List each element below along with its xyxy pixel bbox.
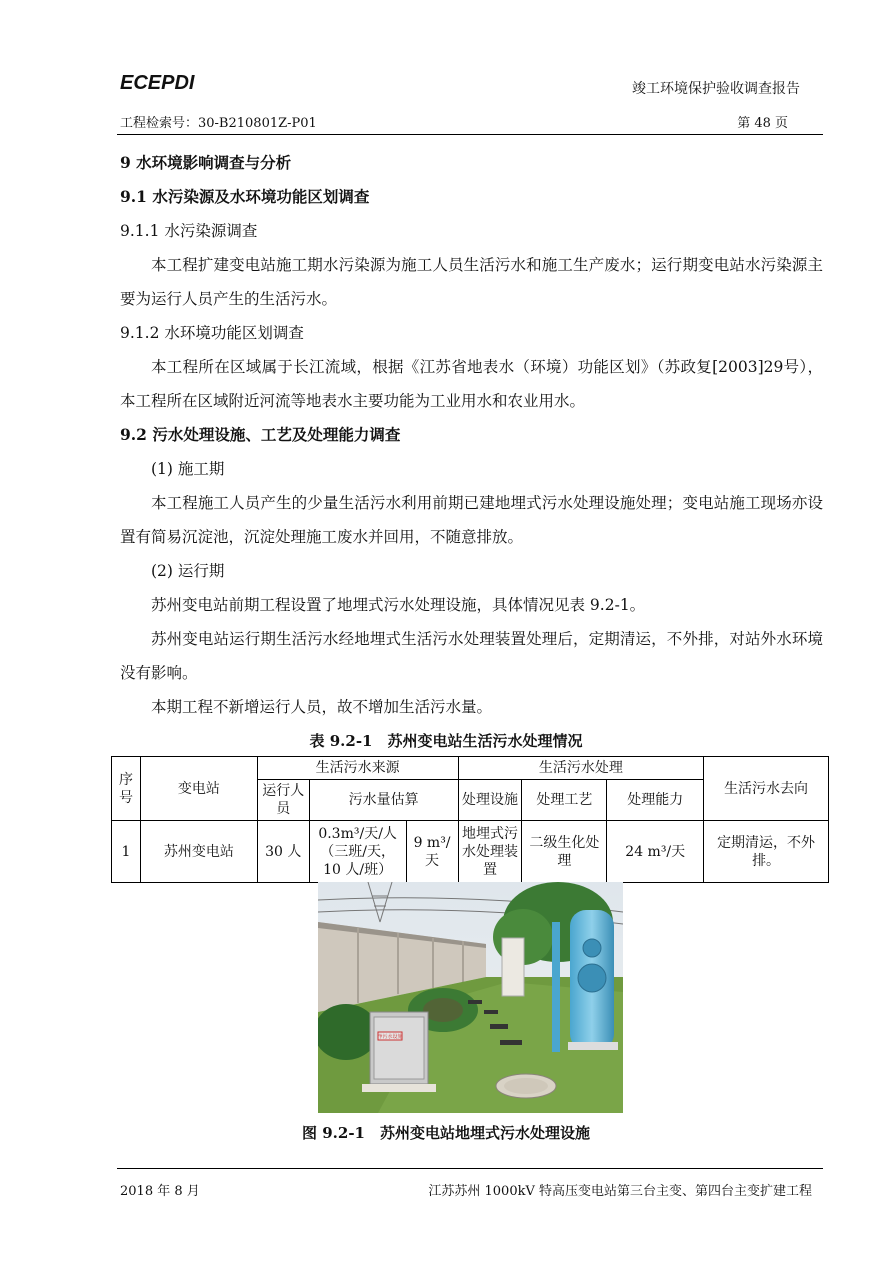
cell-total: 9 m³/天 [406, 821, 458, 883]
heading-9: 9 水环境影响调查与分析 [120, 153, 292, 172]
table-caption: 表 9.2-1 苏州变电站生活污水处理情况 [309, 732, 583, 750]
paragraph: 本工程扩建变电站施工期水污染源为施工人员生活污水和施工生产废水；运行期变电站水污染源主要为运行人员产生的生活污水。 [120, 256, 823, 308]
cell-staff: 30 人 [257, 821, 309, 883]
header-staff: 运行人员 [257, 780, 309, 821]
list-item-operation: (2) 运行期 [151, 562, 225, 580]
body-text [120, 146, 823, 724]
header-capacity: 处理能力 [607, 780, 704, 821]
page-number: 第 48 页 [737, 116, 788, 131]
header-destination: 生活污水去向 [704, 757, 829, 821]
figure-caption: 图 9.2-1 苏州变电站地埋式污水处理设施 [302, 1124, 590, 1142]
project-name: 江苏苏州 1000kV 特高压变电站第三台主变、第四台主变扩建工程 [428, 1184, 812, 1199]
footer-rule [117, 1168, 823, 1169]
sewage-table [111, 756, 829, 883]
facility-photo [318, 882, 623, 1113]
header-volume: 污水量估算 [309, 780, 458, 821]
header-process: 处理工艺 [522, 780, 607, 821]
index-number: 工程检索号：30-B210801Z-P01 [120, 116, 317, 131]
cell-process: 二级生化处理 [522, 821, 607, 883]
header-source: 生活污水来源 [257, 757, 458, 780]
cell-destination: 定期清运，不外排。 [704, 821, 829, 883]
cell-facility: 地埋式污水处理装置 [458, 821, 522, 883]
heading-9-1-2: 9.1.2 水环境功能区划调查 [120, 324, 304, 342]
report-title: 竣工环境保护验收调查报告 [632, 81, 800, 97]
paragraph: 苏州变电站前期工程设置了地埋式污水处理设施，具体情况见表 9.2-1。 [151, 596, 646, 614]
header-station: 变电站 [140, 757, 257, 821]
paragraph: 本工程施工人员产生的少量生活污水利用前期已建地埋式污水处理设施处理；变电站施工现场亦设置有简易沉淀池，沉淀处理施工废水并回用，不随意排放。 [120, 494, 823, 546]
header-treatment: 生活污水处理 [458, 757, 704, 780]
cell-no: 1 [112, 821, 141, 883]
paragraph: 本期工程不新增运行人员，故不增加生活污水量。 [151, 698, 493, 716]
paragraph: 本工程所在区域属于长江流域，根据《江苏省地表水（环境）功能区划》（苏政复[2003]29号），本工程所在区域附近河流等地表水主要功能为工业用水和农业用水。 [120, 358, 823, 410]
header-no: 序号 [112, 757, 141, 821]
header-facility: 处理设施 [458, 780, 522, 821]
company-logo: ECEPDI [120, 72, 195, 94]
paragraph: 苏州变电站运行期生活污水经地埋式生活污水处理装置处理后，定期清运，不外排，对站外水环境没有影响。 [120, 630, 823, 682]
cell-per-person: 0.3m³/天/人（三班/天，10 人/班） [309, 821, 406, 883]
heading-9-2: 9.2 污水处理设施、工艺及处理能力调查 [120, 425, 401, 444]
cell-capacity: 24 m³/天 [607, 821, 704, 883]
equipment-sign-label: 净污水设施 [377, 1034, 403, 1040]
cell-station: 苏州变电站 [140, 821, 257, 883]
header-rule [117, 134, 823, 135]
list-item-construction: (1) 施工期 [151, 460, 225, 478]
report-date: 2018 年 8 月 [120, 1184, 200, 1199]
heading-9-1-1: 9.1.1 水污染源调查 [120, 222, 258, 240]
heading-9-1: 9.1 水污染源及水环境功能区划调查 [120, 187, 370, 206]
